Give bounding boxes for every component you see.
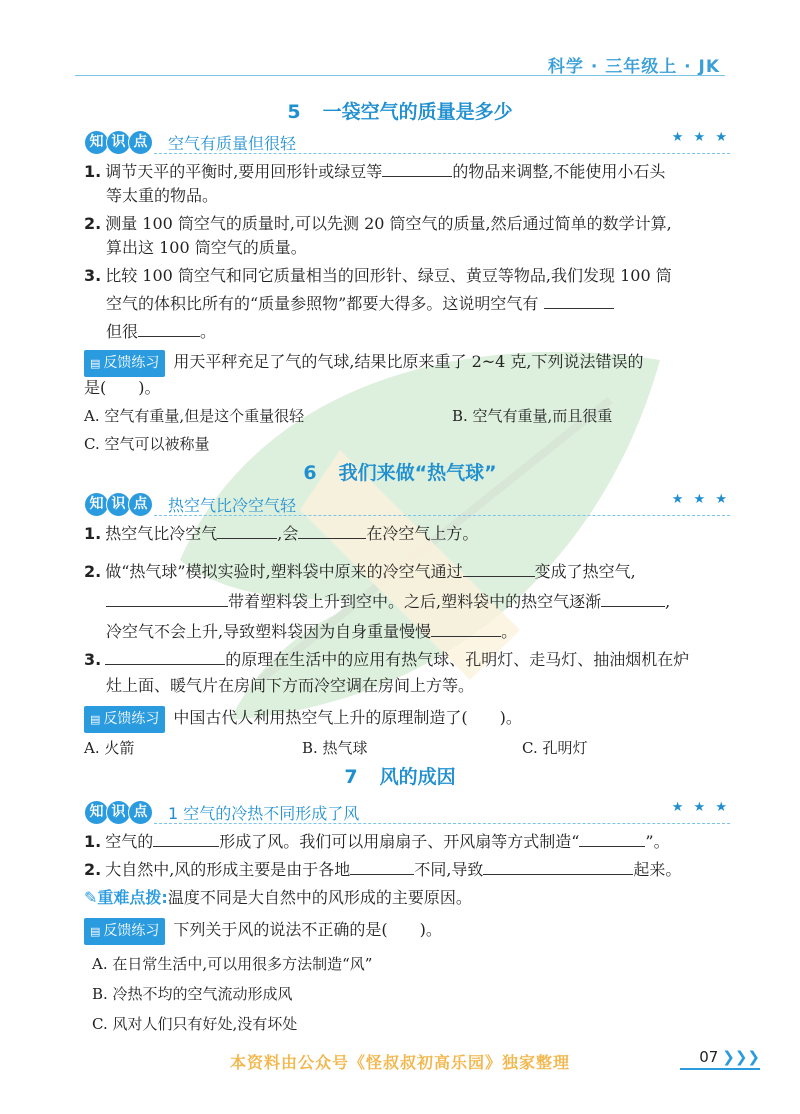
feedback-badge: ▤ 反馈练习 [84,706,165,733]
knowledge-point-title: 空气有质量但很轻 [168,134,297,153]
answer-blank[interactable] [431,622,501,637]
question-line: 2. 大自然中,风的形成主要是由于各地 不同,导致 起来。 [84,860,682,879]
star-rating-icon: ★ ★ ★ [671,800,730,815]
knowledge-point-badge: 知 识 点 [84,130,150,155]
question-line: 1. 调节天平的平衡时,要用回形针或绿豆等 的物品来调整,不能使用小石头 [84,162,666,181]
answer-option[interactable]: A. 火箭 [84,739,135,757]
page-number: 07 ❯❯❯ [699,1048,760,1066]
answer-blank[interactable] [350,860,414,875]
answer-blank[interactable] [544,294,614,309]
question-line: 冷空气不会上升,导致塑料袋因为自身重量慢慢 。 [106,622,518,641]
answer-option[interactable]: B. 热气球 [302,739,368,757]
answer-blank[interactable] [217,524,277,539]
question-line: 1. 空气的 形成了风。我们可以用扇扇子、开风扇等方式制造“ ”。 [84,832,670,851]
footer-divider [680,1068,760,1070]
answer-blank[interactable] [298,524,366,539]
section-6-title: 6 我们来做“热气球” [303,462,497,484]
feedback-exercise: ▤ 反馈练习 用天平秤充足了气的气球,结果比原来重了 2~4 克,下列说法错误的 [84,350,734,377]
question-line: 空气的体积比所有的“质量参照物”都要大得多。这说明空气有 [106,292,756,316]
answer-option[interactable]: C. 孔明灯 [522,739,588,757]
question-line: 2. 做“热气球”模拟实验时,塑料袋中原来的冷空气通过 变成了热空气, [84,562,636,581]
knowledge-point-header [84,800,730,826]
answer-blank[interactable] [579,832,645,847]
feedback-exercise: ▤ 反馈练习 中国古代人利用热空气上升的原理制造了( )。 [84,706,734,733]
question-line: 1. 热空气比冷空气 ,会 在冷空气上方。 [84,524,479,543]
answer-option[interactable]: B. 冷热不均的空气流动形成风 [92,985,293,1003]
knowledge-point-title: 1 空气的冷热不同形成了风 [168,804,360,823]
book-icon: ▤ [90,357,101,370]
section-heading: 一袋空气的质量是多少 [322,101,513,123]
section-5-title [0,97,800,124]
answer-blank[interactable] [601,592,665,607]
question-line: 算出这 100 筒空气的质量。 [106,238,307,257]
book-icon: ▤ [90,925,101,938]
knowledge-point-header [84,492,730,518]
section-7-title: 7 风的成因 [344,766,456,788]
question-line: 灶上面、暖气片在房间下方而冷空调在房间上方等。 [106,676,475,695]
answer-blank[interactable] [463,562,535,577]
knowledge-point-header [84,130,730,156]
book-icon: ▤ [90,713,101,726]
header-divider [75,75,725,76]
answer-option[interactable]: C. 风对人们只有好处,没有坏处 [92,1015,298,1033]
answer-blank[interactable] [153,832,219,847]
question-line: 但很 。 [106,322,217,341]
footer-source-note: 本资料由公众号《怪叔叔初高乐园》独家整理 [229,1053,570,1072]
answer-blank[interactable] [382,162,452,177]
answer-option[interactable]: A. 在日常生活中,可以用很多方法制造“风” [92,955,373,973]
chevron-right-icon: ❯❯❯ [722,1048,760,1066]
key-hint: ✎重难点拨:温度不同是大自然中的风形成的主要原因。 [84,888,472,907]
feedback-badge: ▤ 反馈练习 [84,918,165,945]
answer-option[interactable]: B. 空气有重量,而且很重 [452,407,613,425]
feedback-exercise: ▤ 反馈练习 下列关于风的说法不正确的是( )。 [84,918,734,945]
answer-blank[interactable] [106,592,228,607]
answer-blank[interactable] [105,650,225,665]
question-line: 2. 测量 100 筒空气的质量时,可以先测 20 筒空气的质量,然后通过简单的数学计算, [84,214,672,233]
star-rating-icon: ★ ★ ★ [671,492,730,507]
star-rating-icon: ★ ★ ★ [671,130,730,145]
book-header: 科学 · 三年级上 · JK [547,57,720,77]
pencil-icon: ✎ [84,888,98,907]
knowledge-point-badge: 知 识 点 [84,800,150,825]
question-line: 3. 比较 100 筒空气和同它质量相当的回形针、绿豆、黄豆等物品,我们发现 100 筒 [84,266,672,285]
question-line: 3. 的原理在生活中的应用有热气球、孔明灯、走马灯、抽油烟机在炉 [84,650,690,669]
feedback-badge: ▤ 反馈练习 [84,350,165,377]
answer-option[interactable]: A. 空气有重量,但是这个重量很轻 [84,407,305,425]
question-line: 带着塑料袋上升到空中。之后,塑料袋中的热空气逐渐 , [106,590,756,614]
answer-blank[interactable] [483,860,633,875]
question-line: 是( )。 [84,378,161,397]
question-line: 等太重的物品。 [106,186,219,205]
knowledge-point-title: 热空气比冷空气轻 [168,496,297,515]
section-number: 5 [287,101,301,123]
answer-option[interactable]: C. 空气可以被称量 [84,435,210,453]
knowledge-point-badge: 知 识 点 [84,492,150,517]
answer-blank[interactable] [138,322,200,337]
